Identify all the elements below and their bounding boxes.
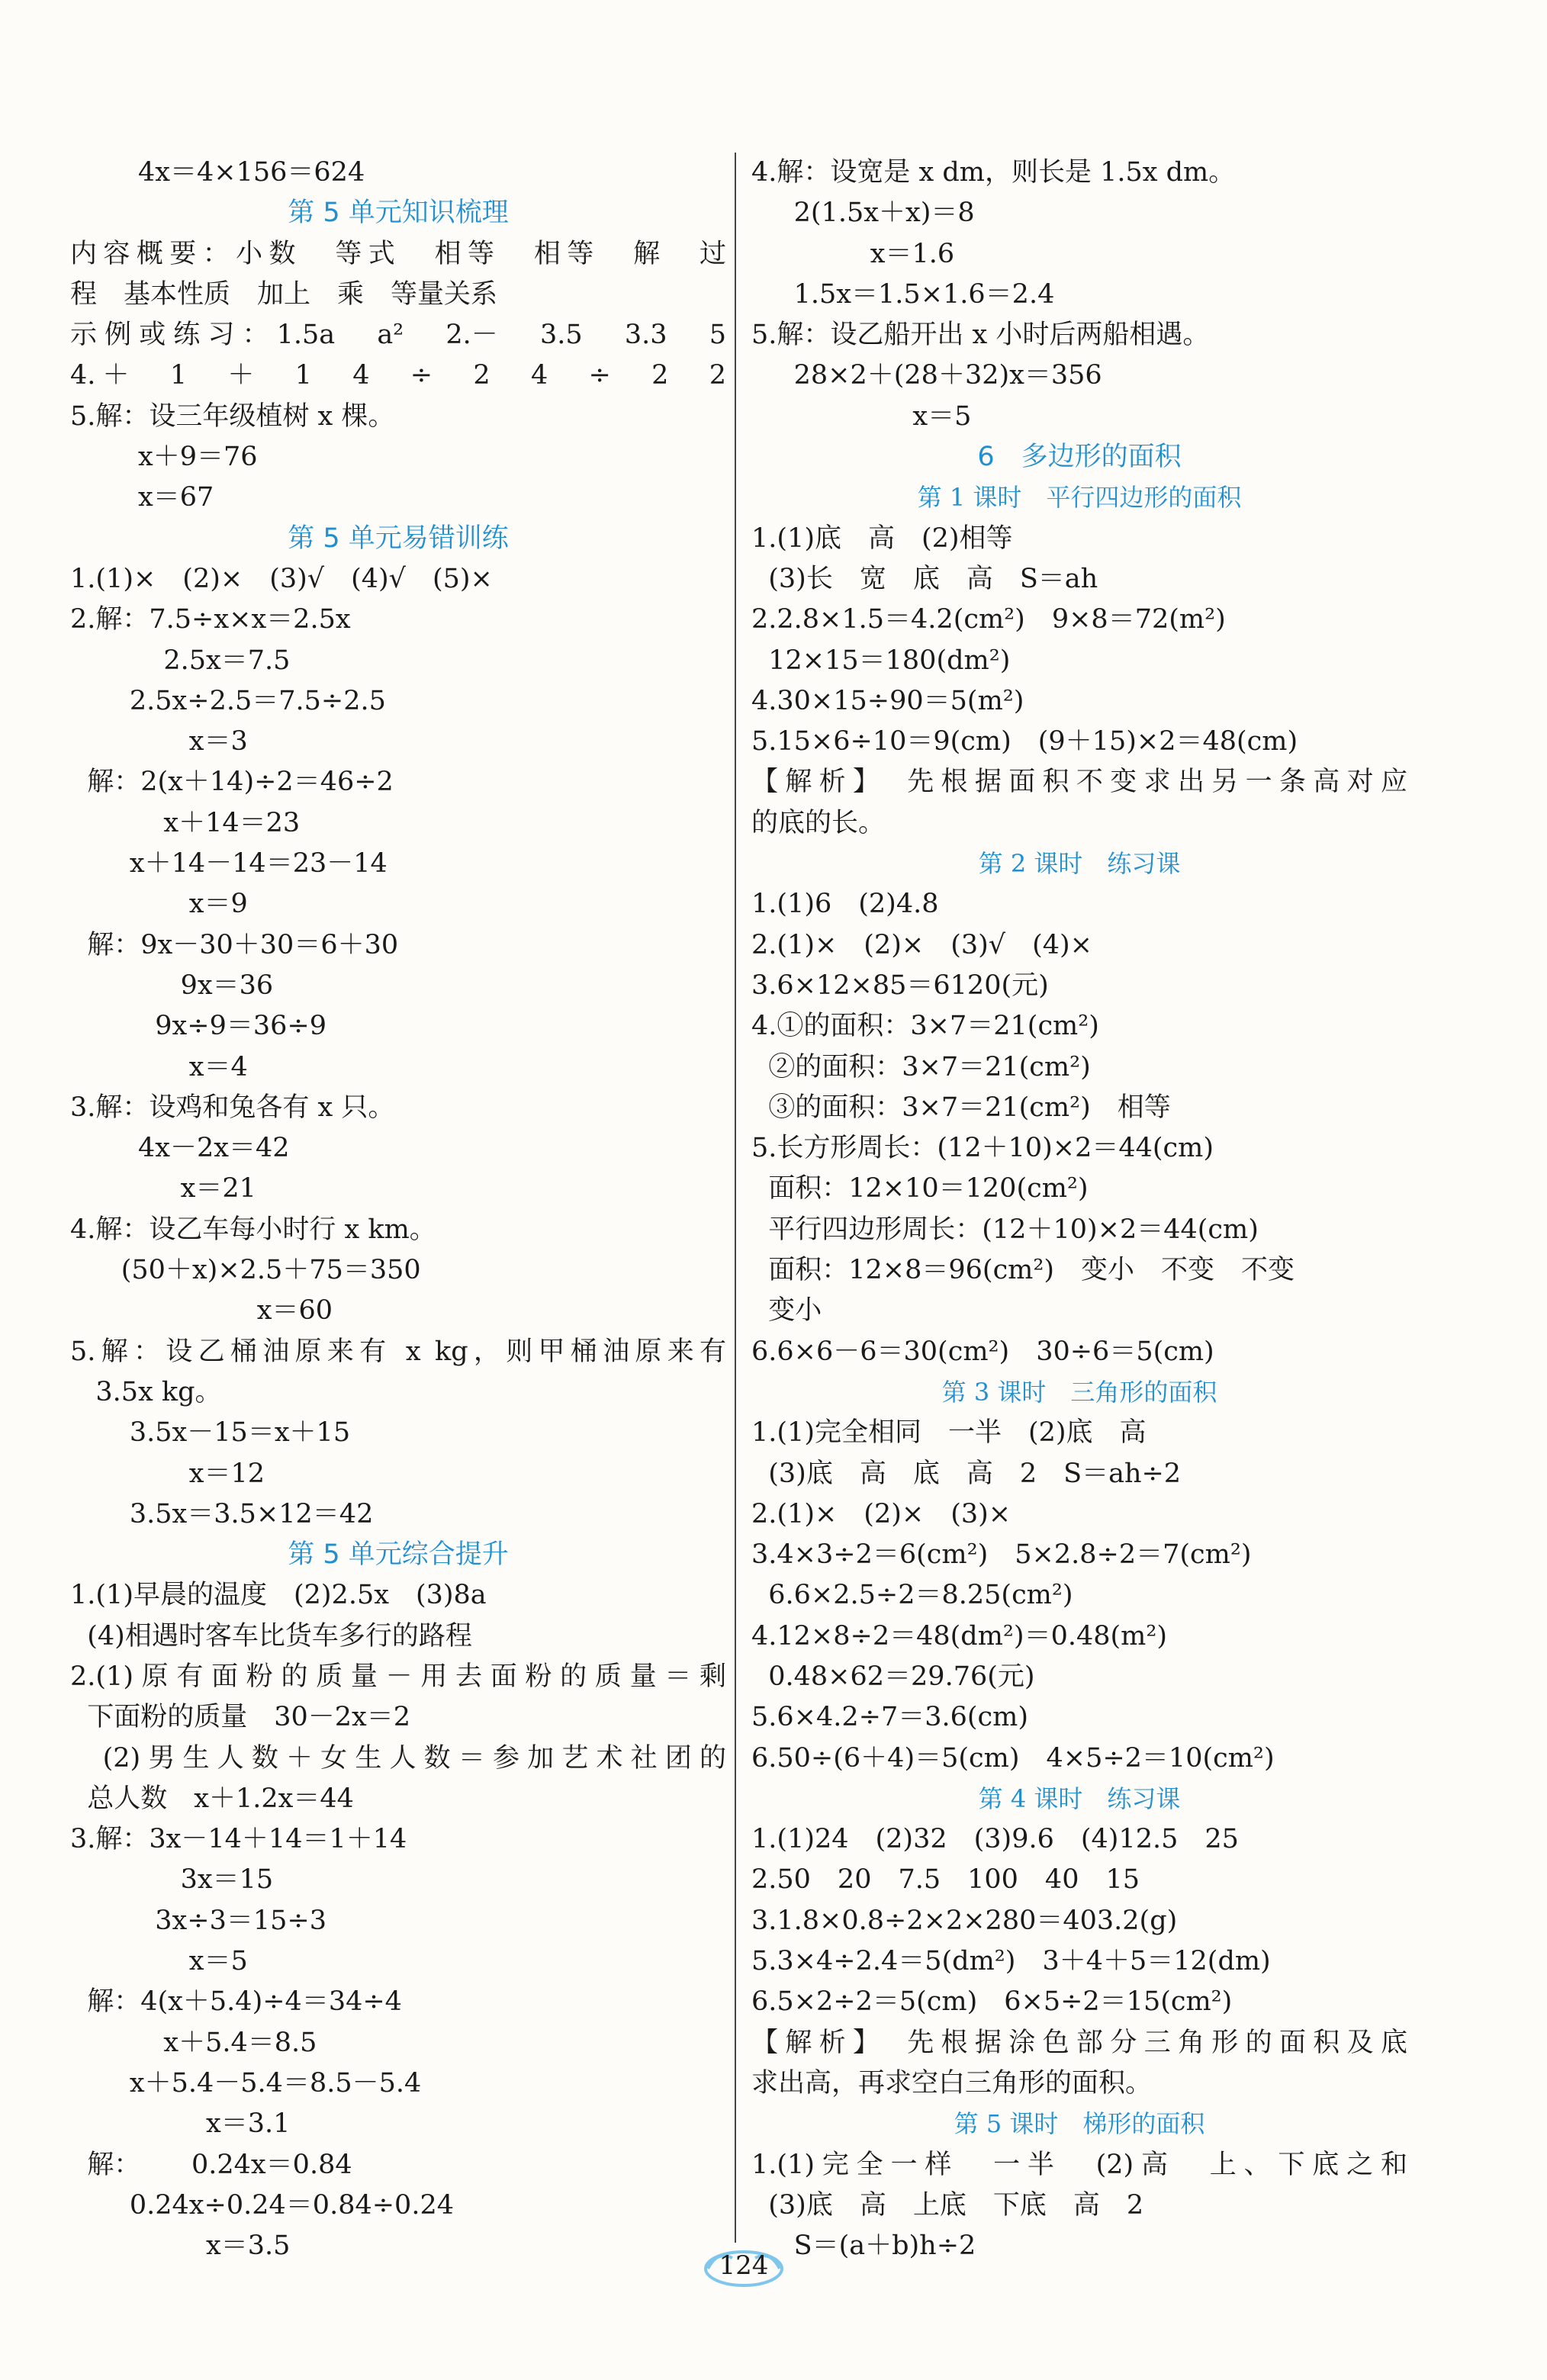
answer-line: 内容概要：小数 等式 相等 相等 解 过	[70, 238, 726, 269]
answer-line: 5.解：设三年级植树 x 棵。	[70, 400, 395, 432]
answer-line: 6.5×2÷2＝5(cm) 6×5÷2＝15(cm²)	[751, 1986, 1233, 2018]
answer-line: 9x＝36	[70, 970, 274, 1001]
answer-line: 6.50÷(6＋4)＝5(cm) 4×5÷2＝10(cm²)	[751, 1742, 1275, 1774]
answer-line: 5.6×4.2÷7＝3.6(cm)	[751, 1702, 1029, 1733]
answer-line: x＝4	[70, 1051, 248, 1082]
answer-line: 2(1.5x＋x)＝8	[751, 198, 975, 229]
column-divider	[735, 153, 736, 2243]
page-number: 124	[719, 2250, 769, 2281]
answer-line: x＝60	[70, 1295, 333, 1327]
answer-line: 求出高，再求空白三角形的面积。	[751, 2067, 1153, 2099]
section-heading: 第 4 课时 练习课	[978, 1783, 1181, 1813]
answer-line: (4)相遇时客车比货车多行的路程	[70, 1620, 472, 1652]
answer-line: 0.24x÷0.24＝0.84÷0.24	[70, 2189, 454, 2221]
section-heading: 第 2 课时 练习课	[978, 849, 1181, 879]
answer-line: 2.(1)× (2)× (3)×	[751, 1498, 1011, 1529]
answer-line: (2)男生人数＋女生人数＝参加艺术社团的	[70, 1742, 726, 1774]
answer-line: 2.5x÷2.5＝7.5÷2.5	[70, 685, 386, 716]
answer-line: x＝67	[70, 482, 214, 513]
answer-line: 解：4(x＋5.4)÷4＝34÷4	[70, 1986, 402, 2018]
answer-line: 3x＝15	[70, 1864, 274, 1896]
answer-line: 3.1.8×0.8÷2×2×280＝403.2(g)	[751, 1905, 1178, 1936]
answer-line: ③的面积：3×7＝21(cm²) 相等	[751, 1092, 1171, 1123]
answer-line: 1.(1)× (2)× (3)√ (4)√ (5)×	[70, 563, 493, 594]
page-footer	[702, 2243, 786, 2296]
answer-line: (3)长 宽 底 高 S＝ah	[751, 563, 1098, 594]
answer-line: x＋14＝23	[70, 807, 301, 838]
answer-line: x＝3	[70, 726, 248, 757]
answer-line: 5.长方形周长：(12＋10)×2＝44(cm)	[751, 1133, 1214, 1164]
answer-line: 5.解：设乙桶油原来有 x kg，则甲桶油原来有	[70, 1336, 726, 1367]
section-heading: 6 多边形的面积	[977, 442, 1182, 473]
answer-line: 示例或练习：1.5a a² 2.－ 3.5 3.3 5	[70, 320, 726, 351]
answer-line: 3.解：设鸡和兔各有 x 只。	[70, 1092, 395, 1123]
answer-line: 解： 0.24x＝0.84	[70, 2149, 352, 2180]
answer-line: 4.＋ 1 ＋ 1 4 ÷ 2 4 ÷ 2 2	[70, 360, 726, 391]
answer-line: 4x＝4×156＝624	[70, 157, 365, 188]
answer-line: 6.6×6－6＝30(cm²) 30÷6＝5(cm)	[751, 1336, 1214, 1367]
right-column	[751, 153, 1407, 2266]
answer-line: 1.(1)24 (2)32 (3)9.6 (4)12.5 25	[751, 1824, 1239, 1855]
answer-line: 1.(1)完全一样 一半 (2)高 上、下底之和	[751, 2149, 1407, 2180]
left-column	[70, 153, 726, 2266]
section-heading: 第 5 单元知识梳理	[288, 198, 509, 229]
answer-line: 3.4×3÷2＝6(cm²) 5×2.8÷2＝7(cm²)	[751, 1539, 1252, 1571]
answer-line: (50＋x)×2.5＋75＝350	[70, 1255, 421, 1286]
answer-line: x＝1.6	[751, 238, 955, 269]
answer-line: x＋5.4＝8.5	[70, 2027, 317, 2058]
answer-line: 4.12×8÷2＝48(dm²)＝0.48(m²)	[751, 1620, 1168, 1652]
answer-line: 变小	[751, 1295, 822, 1327]
answer-line: x＝3.1	[70, 2108, 291, 2140]
answer-line: 2.2.8×1.5＝4.2(cm²) 9×8＝72(m²)	[751, 604, 1226, 635]
answer-line: 9x÷9＝36÷9	[70, 1011, 326, 1042]
answer-line: x＋9＝76	[70, 442, 258, 473]
answer-line: 4.解：设宽是 x dm，则长是 1.5x dm。	[751, 157, 1236, 188]
section-heading: 第 5 课时 梯形的面积	[954, 2109, 1205, 2139]
answer-line: 2.解：7.5÷x×x＝2.5x	[70, 604, 351, 635]
answer-line: x＝9	[70, 889, 248, 920]
answer-line: 0.48×62＝29.76(元)	[751, 1661, 1035, 1692]
answer-line: 6.6×2.5÷2＝8.25(cm²)	[751, 1580, 1073, 1611]
answer-line: 5.15×6÷10＝9(cm) (9＋15)×2＝48(cm)	[751, 726, 1298, 757]
answer-line: 12×15＝180(dm²)	[751, 645, 1011, 676]
answer-line: 1.(1)底 高 (2)相等	[751, 523, 1013, 554]
answer-line: 2.(1)原有面粉的质量－用去面粉的质量＝剩	[70, 1661, 726, 1692]
answer-line: 3.解：3x－14＋14＝1＋14	[70, 1824, 407, 1855]
answer-line: 4x－2x＝42	[70, 1133, 290, 1164]
answer-line: 【解析】 先根据面积不变求出另一条高对应	[751, 767, 1407, 798]
answer-line: 解：9x－30＋30＝6＋30	[70, 929, 399, 960]
answer-line: 面积：12×8＝96(cm²) 变小 不变 不变	[751, 1255, 1295, 1286]
answer-line: 解：2(x＋14)÷2＝46÷2	[70, 767, 394, 798]
answer-line: 程 基本性质 加上 乘 等量关系	[70, 278, 498, 310]
section-heading: 第 1 课时 平行四边形的面积	[917, 483, 1242, 513]
answer-line: 2.5x＝7.5	[70, 645, 291, 676]
answer-line: 1.(1)6 (2)4.8	[751, 889, 939, 920]
section-heading: 第 3 课时 三角形的面积	[941, 1377, 1217, 1407]
answer-line: x＋14－14＝23－14	[70, 848, 388, 880]
answer-line: x＝5	[70, 1946, 248, 1977]
section-heading: 第 5 单元综合提升	[288, 1539, 509, 1571]
answer-line: 下面粉的质量 30－2x＝2	[70, 1702, 411, 1733]
answer-line: 5.3×4÷2.4＝5(dm²) 3＋4＋5＝12(dm)	[751, 1946, 1271, 1977]
answer-line: ②的面积：3×7＝21(cm²)	[751, 1051, 1091, 1082]
answer-line: x＋5.4－5.4＝8.5－5.4	[70, 2067, 422, 2099]
answer-line: x＝3.5	[70, 2230, 291, 2262]
answer-line: x＝5	[751, 400, 972, 432]
answer-line: 28×2＋(28＋32)x＝356	[751, 360, 1102, 391]
answer-line: x＝12	[70, 1458, 265, 1489]
answer-line: 4.①的面积：3×7＝21(cm²)	[751, 1011, 1099, 1042]
answer-line: x＝21	[70, 1173, 256, 1204]
answer-line: (3)底 高 上底 下底 高 2	[751, 2189, 1144, 2221]
answer-line: 5.解：设乙船开出 x 小时后两船相遇。	[751, 320, 1210, 351]
answer-line: 总人数 x＋1.2x＝44	[70, 1783, 354, 1814]
answer-line: (3)底 高 底 高 2 S＝ah÷2	[751, 1458, 1182, 1489]
answer-line: 1.5x＝1.5×1.6＝2.4	[751, 278, 1055, 310]
answer-line: 3.5x－15＝x＋15	[70, 1417, 351, 1449]
answer-line: 【解析】 先根据涂色部分三角形的面积及底	[751, 2027, 1407, 2058]
answer-line: S＝(a＋b)h÷2	[751, 2230, 976, 2262]
answer-line: 3x÷3＝15÷3	[70, 1905, 326, 1936]
section-heading: 第 5 单元易错训练	[288, 523, 509, 554]
answer-line: 平行四边形周长：(12＋10)×2＝44(cm)	[751, 1214, 1259, 1245]
answer-line: 面积：12×10＝120(cm²)	[751, 1173, 1089, 1204]
answer-line: 2.(1)× (2)× (3)√ (4)×	[751, 929, 1092, 960]
answer-line: 1.(1)完全相同 一半 (2)底 高	[751, 1417, 1147, 1449]
answer-line: 2.50 20 7.5 100 40 15	[751, 1864, 1140, 1896]
answer-line: 3.6×12×85＝6120(元)	[751, 970, 1049, 1001]
answer-line: 4.解：设乙车每小时行 x km。	[70, 1214, 436, 1245]
answer-line: 的底的长。	[751, 807, 886, 838]
answer-line: 3.5x＝3.5×12＝42	[70, 1498, 374, 1529]
answer-line: 4.30×15÷90＝5(m²)	[751, 685, 1024, 716]
answer-line: 1.(1)早晨的温度 (2)2.5x (3)8a	[70, 1580, 487, 1611]
answer-line: 3.5x kg。	[70, 1376, 222, 1407]
